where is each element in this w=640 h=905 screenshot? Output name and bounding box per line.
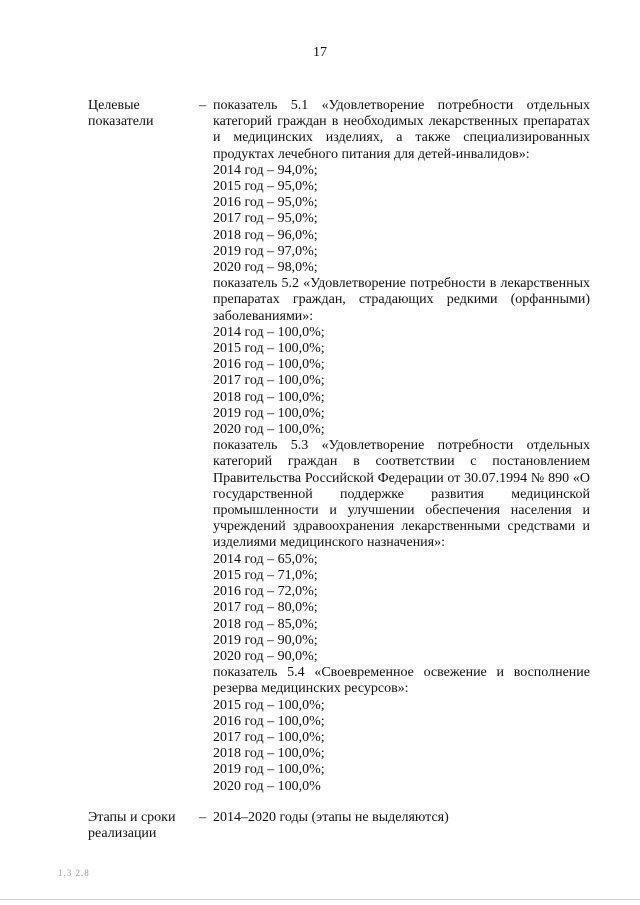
stages-text: 2014–2020 годы (этапы не выделяются) [213, 810, 449, 825]
indicator-5-2-text: показатель 5.2 «Удовлетворение потребности в лекарственных препаратах граждан, страдающих редкими (орфанными) заболеваниями»: [213, 276, 590, 324]
indicator-5-1-year: 2017 год – 95,0%; [213, 211, 318, 227]
label-line: показатели [88, 114, 154, 129]
indicator-5-1-year: 2016 год – 95,0%; [213, 195, 318, 211]
indicator-5-2-year: 2020 год – 100,0%; [213, 422, 325, 438]
indicator-5-3-year: 2016 год – 72,0%; [213, 584, 318, 600]
indicator-5-4-year: 2017 год – 100,0%; [213, 729, 325, 745]
indicator-5-4-year: 2018 год – 100,0%; [213, 746, 325, 762]
indicator-5-1-year: 2019 год – 97,0%; [213, 243, 318, 259]
indicator-5-2-year: 2014 год – 100,0%; [213, 324, 325, 340]
targets-content [213, 98, 590, 795]
indicator-5-2-year: 2016 год – 100,0%; [213, 357, 325, 373]
indicator-5-3-text: показатель 5.3 «Удовлетворение потребности отдельных категорий граждан в соответствии с постановлением Правительства Российской Федерации от 30.07.1994 № 890 «О государственной поддержке развития медицинской промышленности и улучшении обеспечения населения и учреждений здравоохранения лекарственными средствами и изделиями медицинского назначения»: [213, 438, 590, 551]
page-bottom-divider [0, 899, 640, 900]
indicator-5-2-year: 2015 год – 100,0%; [213, 341, 325, 357]
indicator-5-2-year: 2018 год – 100,0%; [213, 389, 325, 405]
indicator-5-3-year: 2020 год – 90,0%; [213, 648, 318, 664]
stages-label [88, 810, 193, 842]
indicator-5-2-year: 2019 год – 100,0%; [213, 405, 325, 421]
dash: – [199, 98, 206, 113]
indicator-5-3-year: 2017 год – 80,0%; [213, 600, 318, 616]
indicator-5-3-year: 2015 год – 71,0%; [213, 567, 318, 583]
indicator-5-1-year: 2018 год – 96,0%; [213, 227, 318, 243]
indicator-5-3-year: 2014 год – 65,0%; [213, 551, 318, 567]
indicator-5-3-year: 2019 год – 90,0%; [213, 632, 318, 648]
stages-content [213, 810, 590, 826]
targets-label [88, 98, 193, 130]
footer-mark: 1.3 2.8 [58, 868, 90, 878]
indicator-5-4-year: 2016 год – 100,0%; [213, 713, 325, 729]
indicator-5-1-year: 2015 год – 95,0%; [213, 179, 318, 195]
indicator-5-1-text: показатель 5.1 «Удовлетворение потребности отдельных категорий граждан в необходимых лекарственных препаратах и медицинских изделиях, а также специализированных продуктах лечебного питания для детей-инвалидов»: [213, 98, 590, 162]
label-line: Этапы и сроки [88, 810, 176, 825]
label-line: Целевые [88, 98, 140, 113]
indicator-5-2-year: 2017 год – 100,0%; [213, 373, 325, 389]
page-number: 17 [313, 45, 327, 60]
dash: – [199, 810, 206, 825]
indicator-5-4-year: 2020 год – 100,0% [213, 778, 321, 794]
indicator-5-3-year: 2018 год – 85,0%; [213, 616, 318, 632]
indicator-5-4-year: 2019 год – 100,0%; [213, 762, 325, 778]
indicator-5-1-year: 2020 год – 98,0%; [213, 260, 318, 276]
label-line: реализации [88, 826, 157, 841]
indicator-5-4-year: 2015 год – 100,0%; [213, 697, 325, 713]
indicator-5-4-text: показатель 5.4 «Своевременное освежение и восполнение резерва медицинских ресурсов»: [213, 665, 590, 697]
indicator-5-1-year: 2014 год – 94,0%; [213, 162, 318, 178]
